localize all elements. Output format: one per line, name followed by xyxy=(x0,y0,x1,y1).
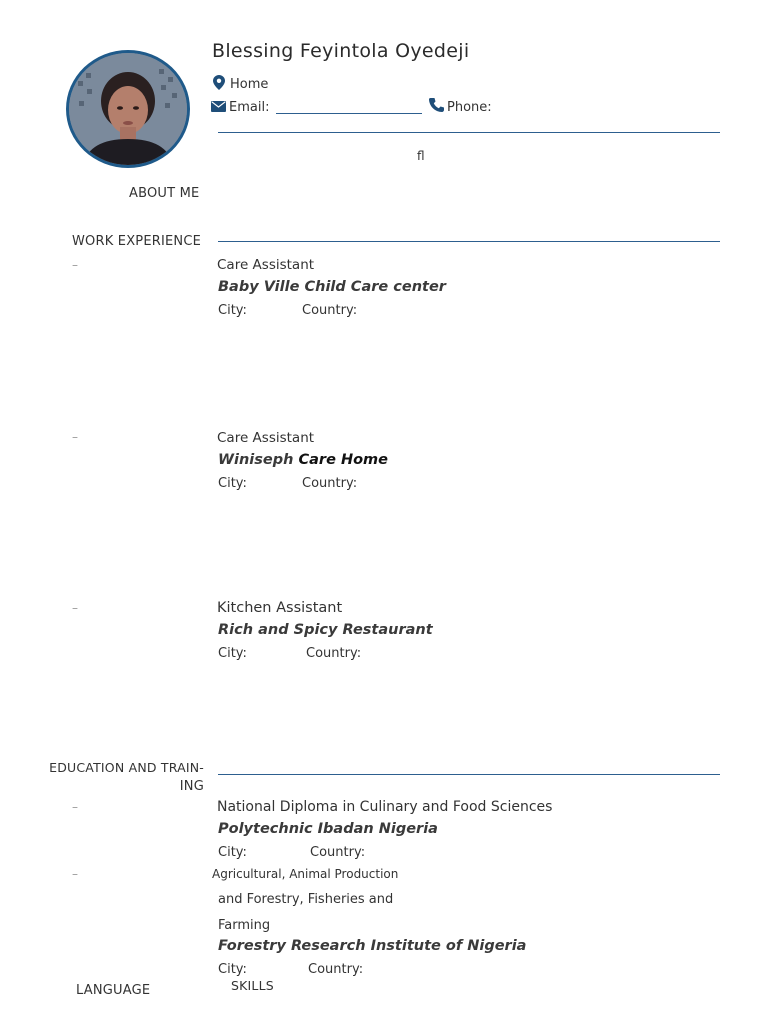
education-title-line2: and Forestry, Fisheries and xyxy=(218,892,394,907)
candidate-name: Blessing Feyintola Oyedeji xyxy=(212,40,470,62)
job-date-dash: – xyxy=(72,258,78,272)
job-employer: Baby Ville Child Care center xyxy=(218,279,446,295)
header-divider xyxy=(218,132,720,133)
education-title-line3: Farming xyxy=(218,918,271,933)
envelope-icon xyxy=(211,101,226,112)
education-title-line1: Agricultural, Animal Production xyxy=(212,867,399,881)
education-country-label: Country: xyxy=(308,962,364,977)
job-city-label: City: xyxy=(218,303,247,318)
job-employer xyxy=(218,452,388,468)
job-employer-part2: Care Home xyxy=(298,452,388,468)
job-title: Care Assistant xyxy=(217,430,315,446)
education-divider xyxy=(218,774,720,775)
education-title: National Diploma in Culinary and Food Sciences xyxy=(217,799,553,815)
education-country-label: Country: xyxy=(310,845,366,860)
education-city-label: City: xyxy=(218,845,247,860)
job-title: Care Assistant xyxy=(217,257,315,273)
education-institution: Polytechnic Ibadan Nigeria xyxy=(218,821,438,837)
job-country-label: Country: xyxy=(302,303,358,318)
job-date-dash: – xyxy=(72,430,78,444)
education-heading-line1: EDUCATION AND TRAIN- xyxy=(49,760,204,775)
education-heading-line2: ING xyxy=(179,779,204,794)
location-pin-icon xyxy=(213,75,225,90)
address-label: Home xyxy=(230,77,269,92)
education-institution: Forestry Research Institute of Nigeria xyxy=(218,938,527,954)
job-country-label: Country: xyxy=(306,646,362,661)
language-heading: LANGUAGE xyxy=(76,983,151,998)
phone-icon xyxy=(429,98,444,112)
job-city-label: City: xyxy=(218,476,247,491)
education-date-dash: – xyxy=(72,867,78,881)
job-date-dash: – xyxy=(72,601,78,615)
work-experience-heading: WORK EXPERIENCE xyxy=(72,234,202,249)
skills-heading: SKILLS xyxy=(231,978,274,993)
job-employer: Rich and Spicy Restaurant xyxy=(218,622,433,638)
email-label: Email: xyxy=(229,100,270,115)
profile-photo-image xyxy=(69,53,187,165)
profile-photo xyxy=(66,50,190,168)
job-city-label: City: xyxy=(218,646,247,661)
email-value-underline xyxy=(276,113,422,114)
job-employer-part1: Winiseph xyxy=(218,452,294,468)
education-city-label: City: xyxy=(218,962,247,977)
job-country-label: Country: xyxy=(302,476,358,491)
about-me-heading: ABOUT ME xyxy=(129,186,200,201)
header-mark: ﬂ xyxy=(417,149,425,163)
work-experience-divider xyxy=(218,241,720,242)
education-date-dash: – xyxy=(72,800,78,814)
phone-label: Phone: xyxy=(447,100,492,115)
job-title: Kitchen Assistant xyxy=(217,600,343,616)
